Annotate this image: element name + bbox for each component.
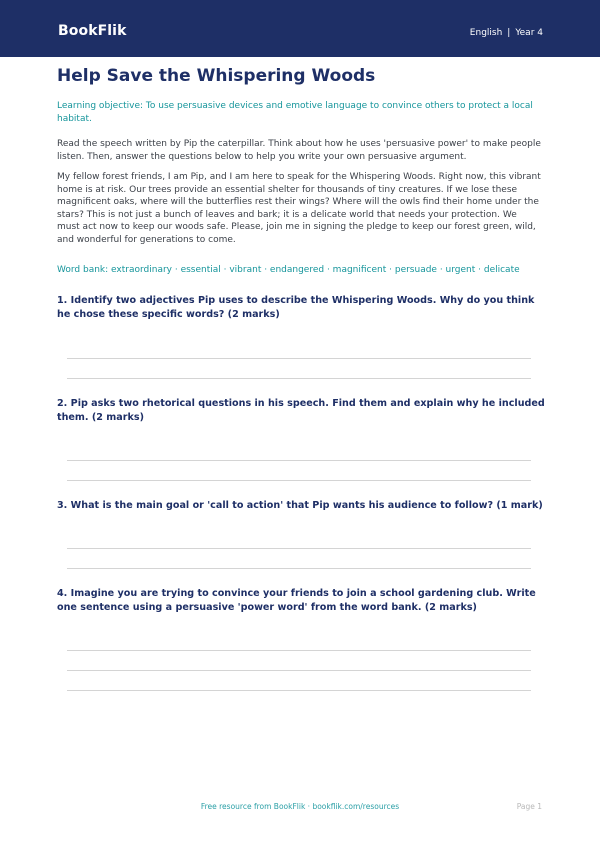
subject-year [470, 28, 543, 38]
answer-line[interactable] [67, 650, 531, 651]
word-bank: Word bank: extraordinary · essential · vibrant · endangered · magnificent · persuade · urgent · delicate [57, 265, 520, 275]
learning-objective: Learning objective: To use persuasive devices and emotive language to convince others to protect a local habitat. [57, 101, 533, 124]
answer-line[interactable] [67, 548, 531, 549]
answer-line[interactable] [67, 480, 531, 481]
question-2: 2. Pip asks two rhetorical questions in his speech. Find them and explain why he included them. (2 marks) [57, 398, 545, 423]
answer-line[interactable] [67, 568, 531, 569]
header-bar [0, 0, 600, 57]
year-label: Year 4 [515, 28, 543, 38]
answer-line[interactable] [67, 670, 531, 671]
question-1: 1. Identify two adjectives Pip uses to describe the Whispering Woods. Why do you think he chose these specific words? (2 marks) [57, 295, 535, 320]
answer-line[interactable] [67, 460, 531, 461]
worksheet-title: Help Save the Whispering Woods [57, 66, 376, 86]
speech-text: My fellow forest friends, I am Pip, and I am here to speak for the Whispering Woods. Right now, this vibrant home is at risk. Our trees provide an essential shelter for thousands of tiny creatures. If we lose these magnificent oaks, where will the butterflies rest their wings? Where will the owls find their home under the stars? This is not just a bunch of leaves and bark; it is a delicate world that needs your protection. We must act now to keep our woods safe. Please, join me in signing the pledge to keep our forest green, wild, and wonderful for generations to come. [57, 172, 541, 245]
subject-label: English [469, 28, 503, 38]
question-3: 3. What is the main goal or 'call to action' that Pip wants his audience to follow? (1 mark) [57, 500, 543, 511]
brand-logo[interactable]: BookFlik [58, 23, 127, 39]
intro-text: Read the speech written by Pip the caterpillar. Think about how he uses 'persuasive power' to make people listen. Then, answer the questions below to help you write your own persuasive argument. [57, 139, 541, 162]
answer-line[interactable] [67, 378, 531, 379]
answer-line[interactable] [67, 358, 531, 359]
question-4: 4. Imagine you are trying to convince your friends to join a school gardening club. Write one sentence using a persuasive 'power word' from the word bank. (2 marks) [57, 588, 536, 613]
meta-separator: | [507, 28, 511, 38]
page-number: Page 1 [516, 802, 542, 811]
answer-line[interactable] [67, 690, 531, 691]
footer-credit[interactable]: Free resource from BookFlik · bookflik.com/resources [200, 802, 400, 811]
